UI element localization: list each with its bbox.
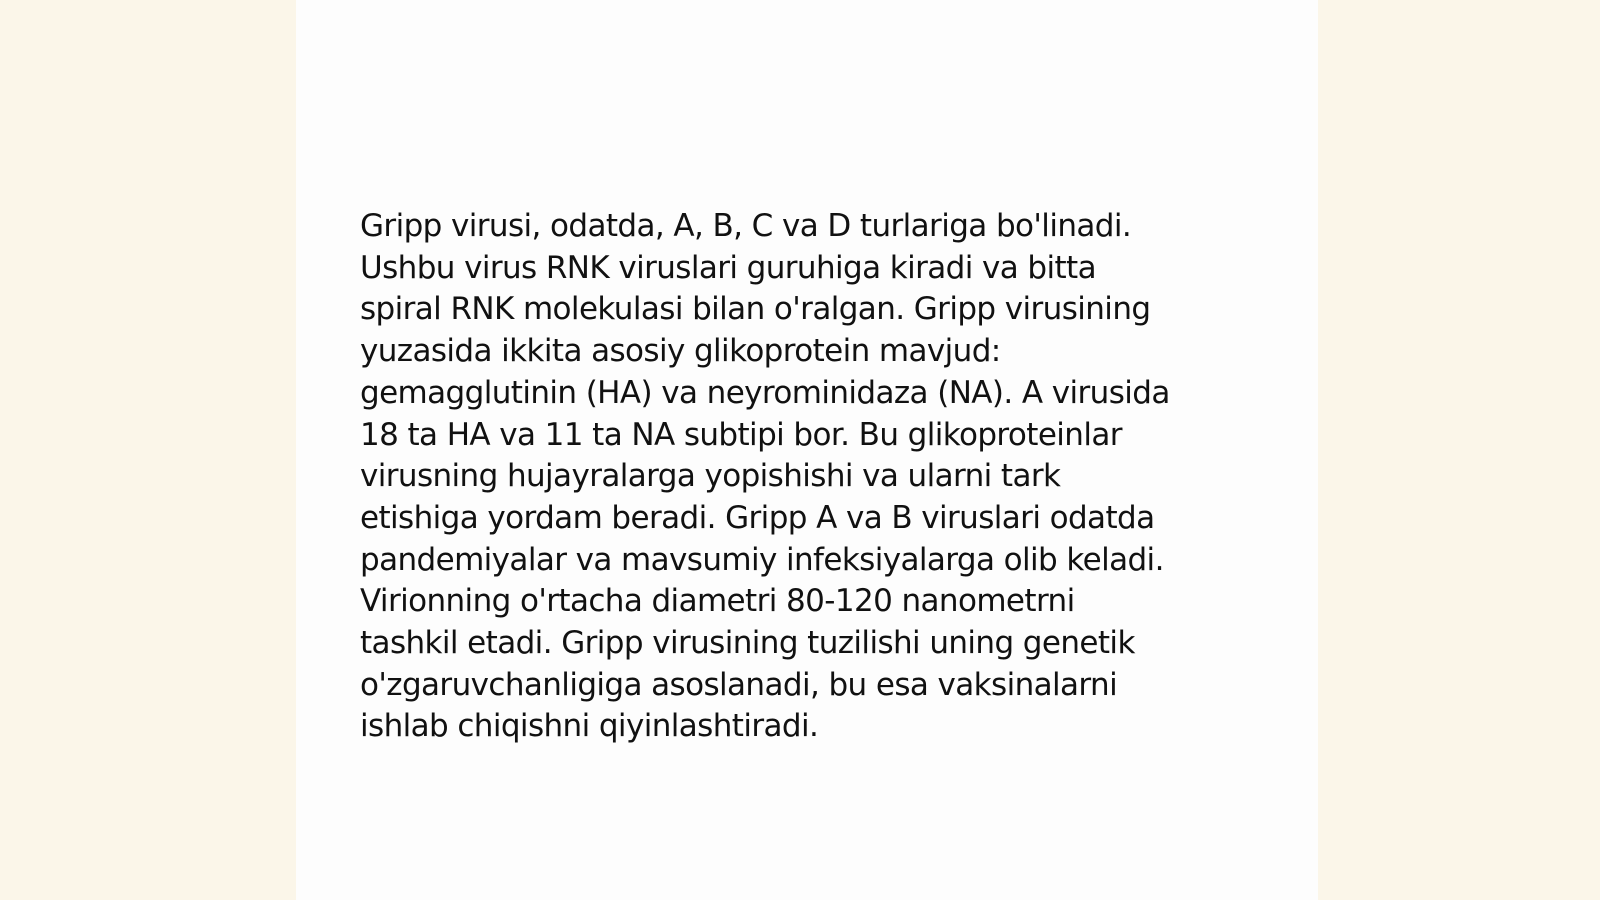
text-line: pandemiyalar va mavsumiy infeksiyalarga olib keladi. xyxy=(360,541,1164,578)
text-line: ishlab chiqishni qiyinlashtiradi. xyxy=(360,708,819,745)
text-line: etishiga yordam beradi. Gripp A va B viruslari odatda xyxy=(360,499,1155,536)
text-line: spiral RNK molekulasi bilan o'ralgan. Gripp virusining xyxy=(360,291,1151,328)
text-line: tashkil etadi. Gripp virusining tuzilishi uning genetik xyxy=(360,625,1135,662)
text-line: Virionning o'rtacha diametri 80-120 nanometrni xyxy=(360,583,1075,620)
text-line: virusning hujayralarga yopishishi va ularni tark xyxy=(360,458,1061,495)
text-line: gemagglutinin (HA) va neyrominidaza (NA). A virusida xyxy=(360,374,1170,411)
text-line: 18 ta HA va 11 ta NA subtipi bor. Bu glikoproteinlar xyxy=(360,416,1122,453)
text-line: yuzasida ikkita asosiy glikoprotein mavjud: xyxy=(360,333,1001,370)
text-line: o'zgaruvchanligiga asoslanadi, bu esa vaksinalarni xyxy=(360,666,1118,703)
text-line: Ushbu virus RNK viruslari guruhiga kiradi va bitta xyxy=(360,249,1097,286)
slide xyxy=(296,0,1318,900)
text-line: Gripp virusi, odatda, A, B, C va D turlariga bo'linadi. xyxy=(360,208,1132,244)
slide-body-text xyxy=(360,206,1240,748)
